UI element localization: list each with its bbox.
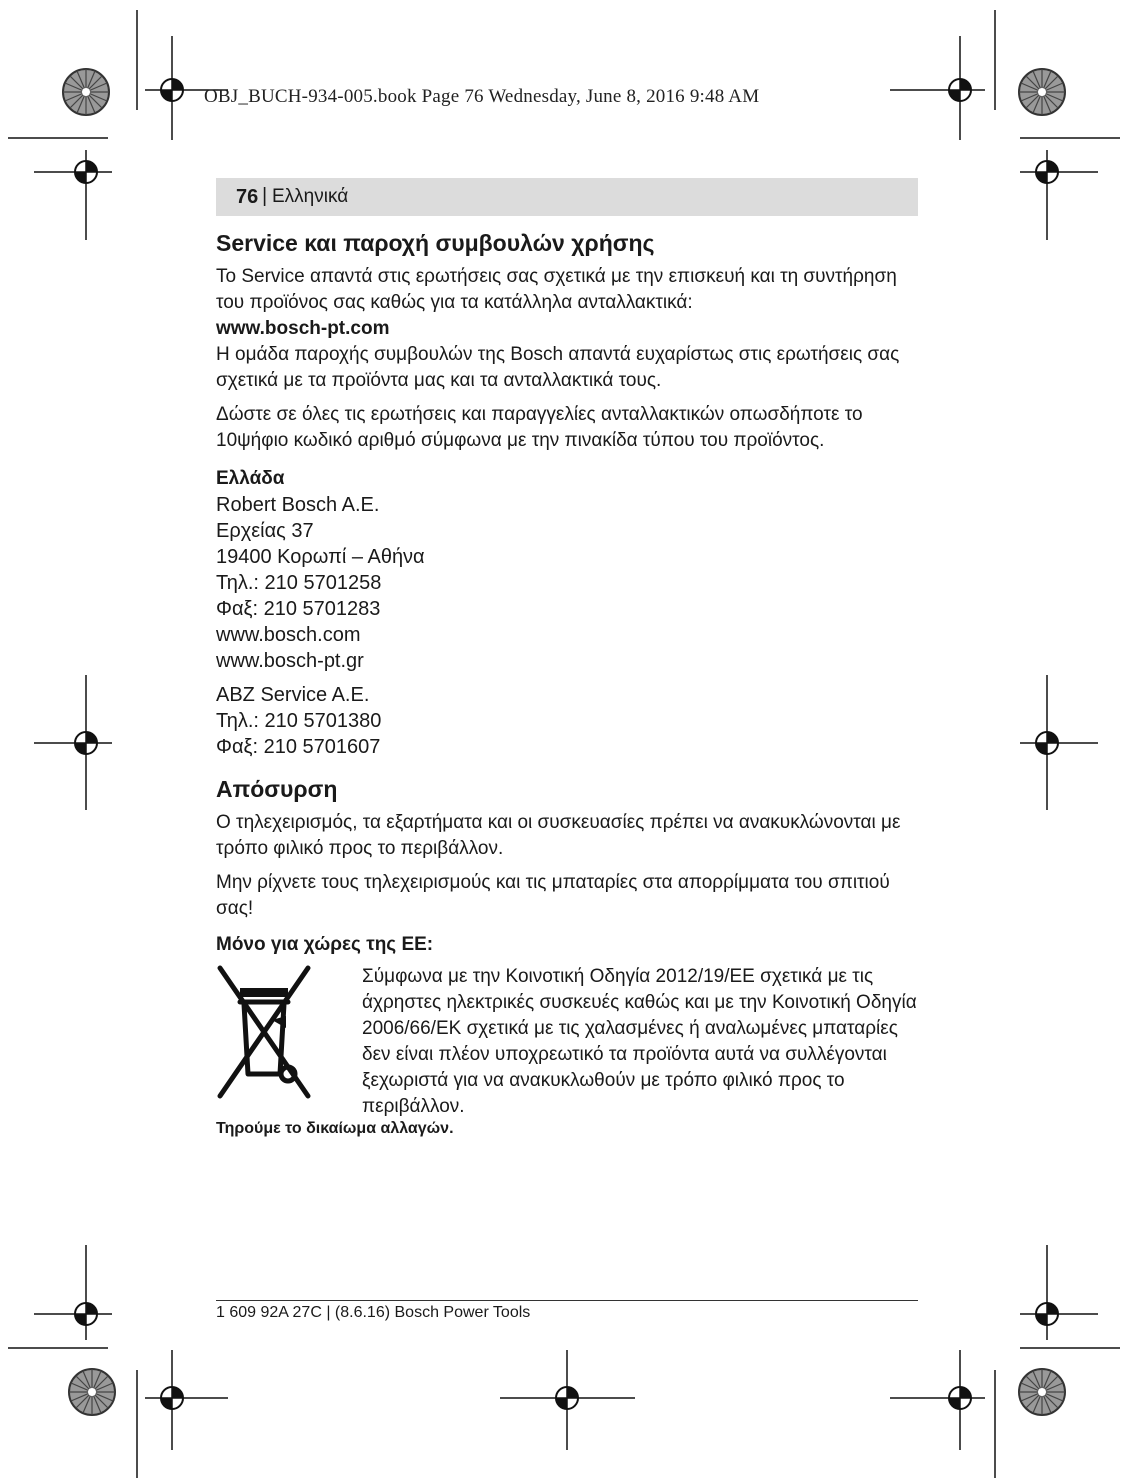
address-line: Robert Bosch A.E. bbox=[216, 494, 380, 516]
address-block-bosch bbox=[216, 492, 928, 674]
disposal-paragraph-2: Μην ρίχνετε τους τηλεχειρισμούς και τις μπαταρίες στα απορρίμματα του σπιτιού σας! bbox=[216, 872, 890, 919]
page-number: 76 bbox=[236, 186, 259, 208]
address-line: 19400 Κορωπί – Αθήνα bbox=[216, 546, 425, 568]
address-line: Τηλ.: 210 5701258 bbox=[216, 572, 382, 594]
page-content bbox=[216, 228, 928, 1120]
footer-divider bbox=[216, 1300, 918, 1301]
greece-title: Ελλάδα bbox=[216, 468, 285, 489]
footer-text: 1 609 92A 27C | (8.6.16) Bosch Power Tools bbox=[216, 1304, 531, 1321]
address-line: Ερχείας 37 bbox=[216, 520, 314, 542]
address-line: Τηλ.: 210 5701380 bbox=[216, 710, 382, 732]
address-line: ABZ Service A.E. bbox=[216, 684, 370, 706]
eu-directive-text: Σύμφωνα με την Κοινοτική Οδηγία 2012/19/ΕΕ σχετικά με τις άχρηστες ηλεκτρικές συσκευές καθώς και με την Κοινοτική Οδηγία 2006/66/ΕΚ σχετικά με τις χαλασμένες ή αναλωμένες μπαταρίες δεν είναι πλέον υποχρεωτικό τα προϊόντα αυτά να συλλέγονται ξεχωριστά για να ανακυκλωθούν με τρόπο φιλικό προς το περιβάλλον. bbox=[362, 966, 917, 1117]
service-paragraph-2: Η ομάδα παροχής συμβουλών της Bosch απαντά ευχαρίστως στις ερωτήσεις σας σχετικά με τα προϊόντα μας και τα ανταλλακτικά τους. bbox=[216, 344, 900, 391]
service-paragraph-3: Δώστε σε όλες τις ερωτήσεις και παραγγελίες ανταλλακτικών οπωσδήποτε το 10ψήφιο κωδικό αριθμό σύμφωνα με την πινακίδα τύπου του προϊόντος. bbox=[216, 404, 863, 451]
rights-note: Τηρούμε το δικαίωμα αλλαγών. bbox=[216, 1120, 454, 1137]
address-line: Φαξ: 210 5701283 bbox=[216, 598, 381, 620]
address-line: Φαξ: 210 5701607 bbox=[216, 736, 381, 758]
address-line: www.bosch-pt.gr bbox=[216, 650, 364, 672]
address-block-abz bbox=[216, 682, 928, 760]
service-paragraph-1: Το Service απαντά στις ερωτήσεις σας σχετικά με την επισκευή και τη συντήρηση του προϊόνος σας καθώς για τα κατάλληλα ανταλλακτικά: bbox=[216, 266, 897, 313]
service-title: Service και παροχή συμβουλών χρήσης bbox=[216, 230, 655, 256]
disposal-title: Απόσυρση bbox=[216, 776, 338, 802]
crossed-out-wheelie-bin-icon bbox=[216, 964, 312, 1104]
weee-row bbox=[216, 964, 928, 1120]
eu-title: Μόνο για χώρες της ΕΕ: bbox=[216, 934, 434, 955]
header-language: Ελληνικά bbox=[272, 186, 349, 207]
service-url: www.bosch-pt.com bbox=[216, 318, 390, 339]
header-separator: | bbox=[262, 185, 268, 207]
print-slug: OBJ_BUCH-934-005.book Page 76 Wednesday, June 8, 2016 9:48 AM bbox=[204, 86, 760, 107]
address-line: www.bosch.com bbox=[216, 624, 361, 646]
disposal-paragraph-1: Ο τηλεχειρισμός, τα εξαρτήματα και οι συσκευασίες πρέπει να ανακυκλώνονται με τρόπο φιλικό προς το περιβάλλον. bbox=[216, 812, 901, 859]
